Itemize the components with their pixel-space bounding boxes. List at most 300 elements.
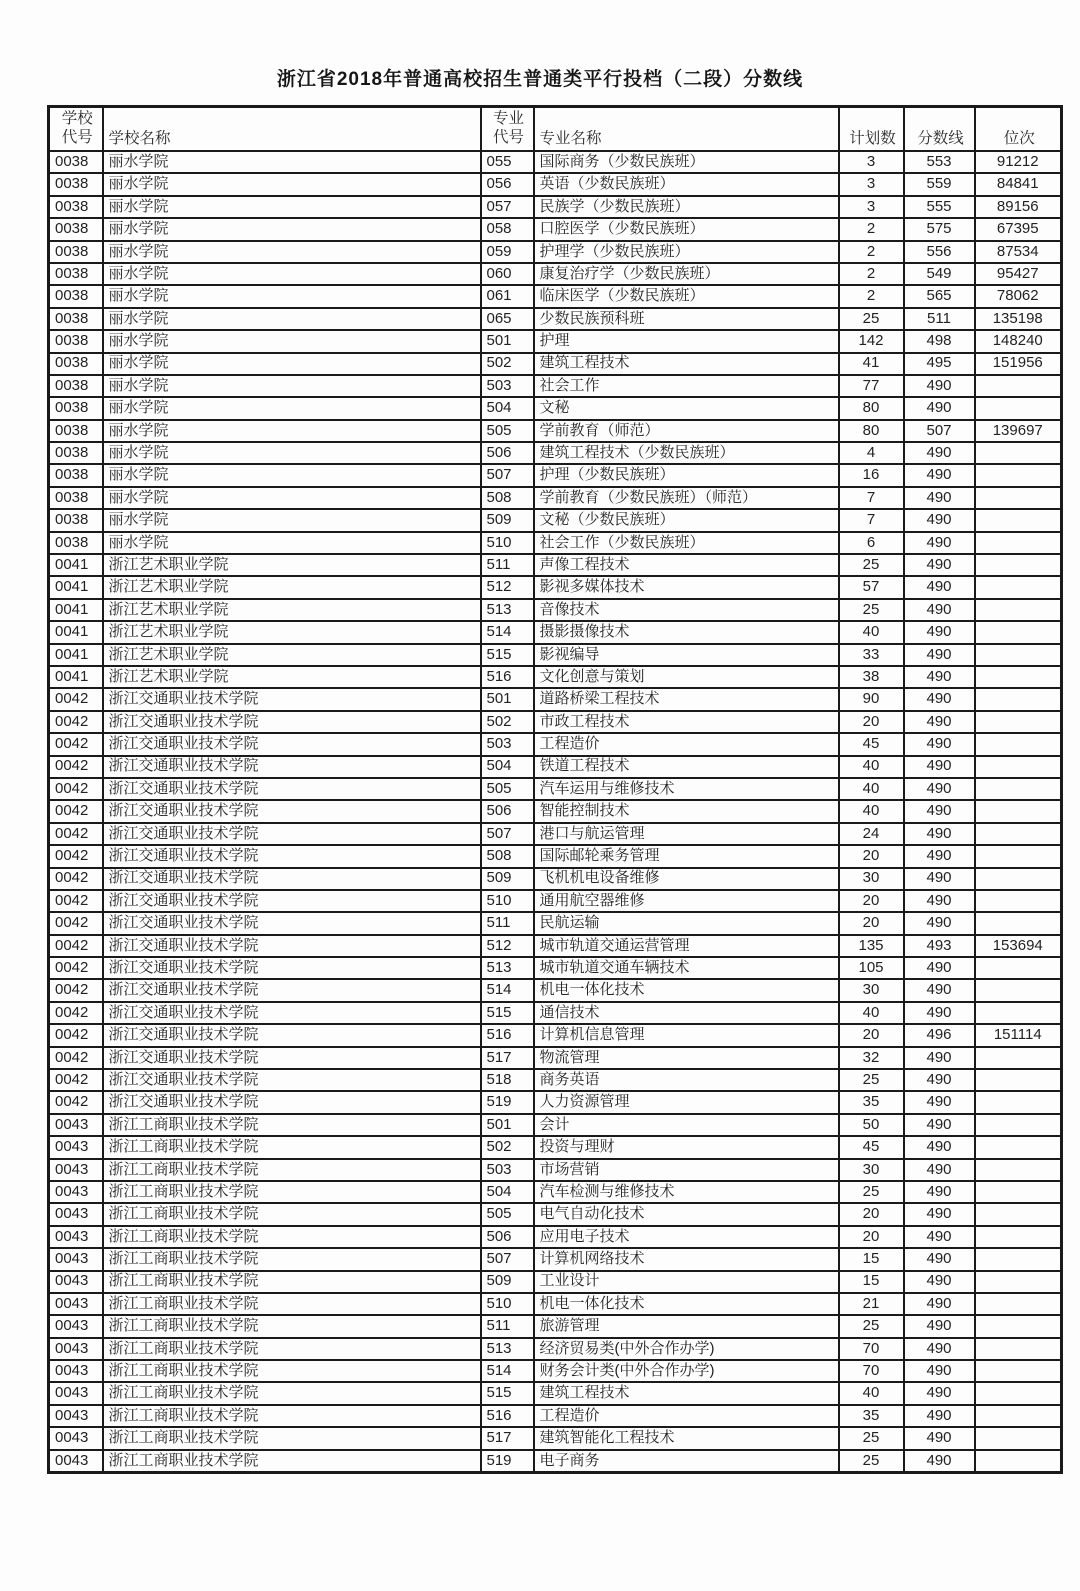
cell-school-code: 0042: [49, 688, 103, 710]
cell-plan-count: 40: [839, 1382, 904, 1404]
cell-school-name: 浙江艺术职业学院: [103, 599, 481, 621]
header-row: [49, 107, 1062, 152]
cell-rank: [975, 397, 1062, 419]
cell-rank: 89156: [975, 196, 1062, 218]
cell-school-name: 浙江工商职业技术学院: [103, 1405, 481, 1427]
cell-score-line: 490: [904, 1338, 975, 1360]
cell-major-code: 516: [481, 1024, 534, 1046]
cell-score-line: 490: [904, 666, 975, 688]
cell-rank: [975, 1338, 1062, 1360]
cell-score-line: 490: [904, 1360, 975, 1382]
cell-major-name: 社会工作（少数民族班）: [534, 532, 839, 554]
cell-rank: [975, 756, 1062, 778]
cell-rank: [975, 532, 1062, 554]
cell-score-line: 490: [904, 711, 975, 733]
cell-school-code: 0043: [49, 1114, 103, 1136]
cell-major-code: 502: [481, 1136, 534, 1158]
cell-major-name: 城市轨道交通车辆技术: [534, 957, 839, 979]
table-row: [49, 733, 1062, 755]
cell-major-name: 市场营销: [534, 1159, 839, 1181]
cell-rank: [975, 845, 1062, 867]
cell-major-name: 旅游管理: [534, 1315, 839, 1337]
cell-major-code: 512: [481, 576, 534, 598]
table-row: [49, 912, 1062, 934]
cell-school-code: 0042: [49, 1069, 103, 1091]
table-row: [49, 241, 1062, 263]
table-row: [49, 666, 1062, 688]
cell-score-line: 490: [904, 890, 975, 912]
cell-major-name: 少数民族预科班: [534, 308, 839, 330]
header-score-line: 分数线: [904, 107, 975, 152]
cell-score-line: 490: [904, 442, 975, 464]
cell-rank: [975, 1203, 1062, 1225]
cell-plan-count: 77: [839, 375, 904, 397]
cell-major-name: 市政工程技术: [534, 711, 839, 733]
table-row: [49, 554, 1062, 576]
cell-school-name: 浙江交通职业技术学院: [103, 1002, 481, 1024]
cell-score-line: 490: [904, 554, 975, 576]
cell-plan-count: 142: [839, 330, 904, 352]
table-row: [49, 532, 1062, 554]
cell-plan-count: 30: [839, 868, 904, 890]
cell-school-code: 0038: [49, 263, 103, 285]
cell-major-name: 电气自动化技术: [534, 1203, 839, 1225]
table-row: [49, 1024, 1062, 1046]
cell-score-line: 490: [904, 1091, 975, 1113]
cell-school-name: 浙江交通职业技术学院: [103, 912, 481, 934]
cell-school-code: 0043: [49, 1315, 103, 1337]
cell-score-line: 556: [904, 241, 975, 263]
cell-major-name: 口腔医学（少数民族班）: [534, 218, 839, 240]
cell-score-line: 490: [904, 800, 975, 822]
cell-rank: [975, 644, 1062, 666]
header-major-code-line1: 专业: [492, 110, 524, 127]
cell-major-name: 建筑工程技术: [534, 1382, 839, 1404]
cell-rank: [975, 1226, 1062, 1248]
cell-score-line: 490: [904, 778, 975, 800]
cell-school-code: 0043: [49, 1159, 103, 1181]
cell-score-line: 490: [904, 1047, 975, 1069]
table-row: [49, 1069, 1062, 1091]
cell-major-name: 铁道工程技术: [534, 756, 839, 778]
table-row: [49, 509, 1062, 531]
cell-major-code: 510: [481, 890, 534, 912]
cell-rank: [975, 800, 1062, 822]
page-title: 浙江省2018年普通高校招生普通类平行投档（二段）分数线: [276, 69, 804, 90]
cell-major-name: 国际邮轮乘务管理: [534, 845, 839, 867]
cell-major-name: 工程造价: [534, 1405, 839, 1427]
table-row: [49, 599, 1062, 621]
cell-school-code: 0042: [49, 912, 103, 934]
cell-plan-count: 40: [839, 621, 904, 643]
cell-plan-count: 15: [839, 1248, 904, 1270]
cell-plan-count: 6: [839, 532, 904, 554]
cell-plan-count: 20: [839, 1024, 904, 1046]
cell-major-code: 505: [481, 420, 534, 442]
cell-plan-count: 16: [839, 464, 904, 486]
cell-major-name: 国际商务（少数民族班）: [534, 151, 839, 173]
cell-school-code: 0041: [49, 621, 103, 643]
cell-major-code: 511: [481, 1315, 534, 1337]
cell-rank: [975, 1181, 1062, 1203]
table-row: [49, 823, 1062, 845]
cell-rank: [975, 868, 1062, 890]
cell-rank: [975, 666, 1062, 688]
cell-major-code: 513: [481, 957, 534, 979]
cell-score-line: 490: [904, 1248, 975, 1270]
cell-plan-count: 45: [839, 733, 904, 755]
cell-rank: [975, 1069, 1062, 1091]
cell-school-name: 浙江工商职业技术学院: [103, 1181, 481, 1203]
cell-rank: [975, 890, 1062, 912]
header-school-code: [49, 107, 103, 152]
table-row: [49, 1114, 1062, 1136]
cell-plan-count: 70: [839, 1360, 904, 1382]
cell-school-code: 0042: [49, 756, 103, 778]
cell-rank: [975, 1293, 1062, 1315]
cell-major-code: 511: [481, 554, 534, 576]
cell-school-name: 浙江交通职业技术学院: [103, 733, 481, 755]
table-row: [49, 688, 1062, 710]
cell-plan-count: 3: [839, 151, 904, 173]
cell-rank: 87534: [975, 241, 1062, 263]
cell-plan-count: 30: [839, 1159, 904, 1181]
cell-major-name: 应用电子技术: [534, 1226, 839, 1248]
cell-school-code: 0038: [49, 442, 103, 464]
cell-major-name: 音像技术: [534, 599, 839, 621]
cell-school-code: 0038: [49, 173, 103, 195]
cell-school-code: 0038: [49, 532, 103, 554]
cell-major-name: 建筑工程技术: [534, 353, 839, 375]
cell-major-name: 民族学（少数民族班）: [534, 196, 839, 218]
cell-plan-count: 70: [839, 1338, 904, 1360]
cell-school-code: 0042: [49, 823, 103, 845]
cell-rank: [975, 1114, 1062, 1136]
cell-plan-count: 2: [839, 285, 904, 307]
table-row: [49, 1293, 1062, 1315]
cell-rank: 67395: [975, 218, 1062, 240]
cell-plan-count: 40: [839, 1002, 904, 1024]
cell-score-line: 490: [904, 823, 975, 845]
table-row: [49, 756, 1062, 778]
cell-major-name: 文秘: [534, 397, 839, 419]
cell-score-line: 490: [904, 957, 975, 979]
cell-major-name: 电子商务: [534, 1450, 839, 1473]
table-row: [49, 263, 1062, 285]
cell-school-code: 0038: [49, 487, 103, 509]
cell-plan-count: 80: [839, 397, 904, 419]
cell-plan-count: 40: [839, 800, 904, 822]
cell-rank: 148240: [975, 330, 1062, 352]
cell-school-name: 丽水学院: [103, 173, 481, 195]
cell-major-name: 汽车运用与维修技术: [534, 778, 839, 800]
cell-school-code: 0042: [49, 778, 103, 800]
cell-score-line: 490: [904, 1226, 975, 1248]
cell-school-code: 0042: [49, 1024, 103, 1046]
cell-school-name: 浙江工商职业技术学院: [103, 1293, 481, 1315]
cell-school-code: 0038: [49, 464, 103, 486]
cell-plan-count: 35: [839, 1091, 904, 1113]
cell-school-name: 丽水学院: [103, 218, 481, 240]
cell-school-name: 浙江交通职业技术学院: [103, 845, 481, 867]
cell-school-name: 浙江交通职业技术学院: [103, 1091, 481, 1113]
table-row: [49, 464, 1062, 486]
cell-score-line: 490: [904, 375, 975, 397]
cell-school-name: 丽水学院: [103, 285, 481, 307]
cell-rank: 78062: [975, 285, 1062, 307]
cell-rank: 95427: [975, 263, 1062, 285]
cell-school-name: 浙江工商职业技术学院: [103, 1271, 481, 1293]
cell-school-name: 丽水学院: [103, 241, 481, 263]
cell-score-line: 553: [904, 151, 975, 173]
cell-school-name: 浙江艺术职业学院: [103, 644, 481, 666]
cell-major-name: 计算机信息管理: [534, 1024, 839, 1046]
cell-school-code: 0041: [49, 554, 103, 576]
header-major-code-line2: 代号: [492, 129, 524, 146]
cell-major-code: 515: [481, 1002, 534, 1024]
cell-major-name: 社会工作: [534, 375, 839, 397]
header-rank: 位次: [975, 107, 1062, 152]
cell-major-code: 503: [481, 1159, 534, 1181]
cell-plan-count: 3: [839, 196, 904, 218]
cell-score-line: 549: [904, 263, 975, 285]
cell-plan-count: 25: [839, 1181, 904, 1203]
table-row: [49, 285, 1062, 307]
cell-school-code: 0042: [49, 845, 103, 867]
table-row: [49, 487, 1062, 509]
cell-school-code: 0038: [49, 285, 103, 307]
cell-major-name: 财务会计类(中外合作办学): [534, 1360, 839, 1382]
cell-major-name: 影视多媒体技术: [534, 576, 839, 598]
table-row: [49, 1360, 1062, 1382]
table-row: [49, 353, 1062, 375]
header-major-name: 专业名称: [534, 107, 839, 152]
cell-score-line: 507: [904, 420, 975, 442]
cell-school-name: 浙江艺术职业学院: [103, 621, 481, 643]
cell-plan-count: 135: [839, 935, 904, 957]
cell-major-code: 517: [481, 1047, 534, 1069]
cell-major-code: 508: [481, 487, 534, 509]
cell-rank: 151114: [975, 1024, 1062, 1046]
cell-major-code: 501: [481, 688, 534, 710]
cell-rank: 135198: [975, 308, 1062, 330]
cell-school-name: 浙江工商职业技术学院: [103, 1203, 481, 1225]
cell-major-code: 065: [481, 308, 534, 330]
cell-rank: 84841: [975, 173, 1062, 195]
cell-school-code: 0038: [49, 397, 103, 419]
table-row: [49, 1226, 1062, 1248]
table-row: [49, 1338, 1062, 1360]
cell-rank: [975, 576, 1062, 598]
cell-plan-count: 21: [839, 1293, 904, 1315]
cell-school-code: 0042: [49, 890, 103, 912]
cell-score-line: 490: [904, 1203, 975, 1225]
cell-plan-count: 7: [839, 487, 904, 509]
cell-school-name: 丽水学院: [103, 532, 481, 554]
cell-score-line: 490: [904, 912, 975, 934]
table-row: [49, 330, 1062, 352]
cell-rank: [975, 464, 1062, 486]
cell-score-line: 490: [904, 1069, 975, 1091]
cell-major-code: 505: [481, 1203, 534, 1225]
cell-major-name: 会计: [534, 1114, 839, 1136]
cell-score-line: 490: [904, 644, 975, 666]
cell-major-name: 物流管理: [534, 1047, 839, 1069]
cell-major-code: 056: [481, 173, 534, 195]
cell-major-code: 504: [481, 1181, 534, 1203]
cell-school-name: 浙江交通职业技术学院: [103, 979, 481, 1001]
cell-major-code: 504: [481, 756, 534, 778]
cell-rank: [975, 487, 1062, 509]
cell-plan-count: 20: [839, 1203, 904, 1225]
cell-school-name: 浙江艺术职业学院: [103, 554, 481, 576]
cell-school-name: 浙江艺术职业学院: [103, 666, 481, 688]
cell-school-code: 0042: [49, 979, 103, 1001]
cell-rank: [975, 823, 1062, 845]
table-row: [49, 890, 1062, 912]
cell-major-code: 509: [481, 1271, 534, 1293]
cell-major-code: 507: [481, 464, 534, 486]
table-row: [49, 1047, 1062, 1069]
table-row: [49, 868, 1062, 890]
cell-score-line: 490: [904, 733, 975, 755]
cell-rank: [975, 711, 1062, 733]
table-row: [49, 151, 1062, 173]
cell-major-code: 501: [481, 1114, 534, 1136]
table-row: [49, 1136, 1062, 1158]
cell-school-name: 浙江工商职业技术学院: [103, 1382, 481, 1404]
table-row: [49, 218, 1062, 240]
cell-major-name: 护理学（少数民族班）: [534, 241, 839, 263]
cell-school-name: 浙江交通职业技术学院: [103, 800, 481, 822]
cell-school-code: 0038: [49, 196, 103, 218]
cell-major-code: 512: [481, 935, 534, 957]
cell-rank: [975, 1159, 1062, 1181]
cell-major-name: 民航运输: [534, 912, 839, 934]
cell-school-name: 浙江工商职业技术学院: [103, 1315, 481, 1337]
table-row: [49, 800, 1062, 822]
cell-rank: [975, 1248, 1062, 1270]
table-row: [49, 1271, 1062, 1293]
cell-rank: [975, 733, 1062, 755]
table-row: [49, 845, 1062, 867]
cell-school-name: 浙江工商职业技术学院: [103, 1114, 481, 1136]
cell-plan-count: 38: [839, 666, 904, 688]
cell-plan-count: 2: [839, 241, 904, 263]
cell-major-code: 501: [481, 330, 534, 352]
cell-school-name: 丽水学院: [103, 196, 481, 218]
cell-rank: [975, 1091, 1062, 1113]
cell-major-name: 影视编导: [534, 644, 839, 666]
cell-school-code: 0043: [49, 1203, 103, 1225]
cell-school-name: 丽水学院: [103, 487, 481, 509]
cell-school-code: 0042: [49, 800, 103, 822]
cell-major-code: 507: [481, 1248, 534, 1270]
cell-major-name: 建筑工程技术（少数民族班）: [534, 442, 839, 464]
cell-major-name: 飞机机电设备维修: [534, 868, 839, 890]
cell-school-code: 0043: [49, 1248, 103, 1270]
cell-major-code: 507: [481, 823, 534, 845]
cell-rank: [975, 1382, 1062, 1404]
cell-school-code: 0038: [49, 308, 103, 330]
cell-school-code: 0042: [49, 957, 103, 979]
cell-score-line: 490: [904, 979, 975, 1001]
cell-score-line: 490: [904, 532, 975, 554]
cell-score-line: 490: [904, 1114, 975, 1136]
cell-score-line: 490: [904, 397, 975, 419]
cell-score-line: 490: [904, 845, 975, 867]
cell-major-code: 514: [481, 621, 534, 643]
cell-school-code: 0038: [49, 353, 103, 375]
cell-school-code: 0043: [49, 1427, 103, 1449]
cell-school-name: 丽水学院: [103, 330, 481, 352]
cell-score-line: 490: [904, 868, 975, 890]
cell-score-line: 498: [904, 330, 975, 352]
cell-score-line: 490: [904, 464, 975, 486]
table-row: [49, 1405, 1062, 1427]
cell-rank: [975, 1427, 1062, 1449]
cell-rank: 151956: [975, 353, 1062, 375]
cell-school-name: 浙江工商职业技术学院: [103, 1159, 481, 1181]
cell-major-name: 通信技术: [534, 1002, 839, 1024]
cell-major-code: 058: [481, 218, 534, 240]
table-row: [49, 308, 1062, 330]
cell-plan-count: 20: [839, 912, 904, 934]
cell-major-code: 504: [481, 397, 534, 419]
cell-score-line: 490: [904, 1136, 975, 1158]
table-row: [49, 1091, 1062, 1113]
cell-rank: [975, 599, 1062, 621]
cell-score-line: 490: [904, 1159, 975, 1181]
cell-school-name: 丽水学院: [103, 263, 481, 285]
cell-major-name: 护理（少数民族班）: [534, 464, 839, 486]
cell-score-line: 490: [904, 1271, 975, 1293]
cell-school-name: 浙江工商职业技术学院: [103, 1136, 481, 1158]
cell-plan-count: 33: [839, 644, 904, 666]
table-row: [49, 173, 1062, 195]
header-school-code-line2: 代号: [61, 129, 93, 146]
cell-school-name: 丽水学院: [103, 397, 481, 419]
table-row: [49, 375, 1062, 397]
cell-plan-count: 25: [839, 554, 904, 576]
cell-score-line: 490: [904, 1450, 975, 1473]
cell-score-line: 490: [904, 621, 975, 643]
cell-plan-count: 57: [839, 576, 904, 598]
cell-major-name: 文秘（少数民族班）: [534, 509, 839, 531]
cell-school-name: 浙江交通职业技术学院: [103, 890, 481, 912]
cell-major-code: 503: [481, 375, 534, 397]
cell-major-name: 通用航空器维修: [534, 890, 839, 912]
cell-plan-count: 50: [839, 1114, 904, 1136]
cell-major-code: 057: [481, 196, 534, 218]
cell-major-code: 510: [481, 1293, 534, 1315]
cell-plan-count: 2: [839, 263, 904, 285]
cell-rank: [975, 442, 1062, 464]
cell-school-code: 0043: [49, 1226, 103, 1248]
cell-score-line: 490: [904, 509, 975, 531]
header-major-code: [481, 107, 534, 152]
cell-major-code: 514: [481, 1360, 534, 1382]
cell-school-code: 0042: [49, 868, 103, 890]
cell-school-name: 丽水学院: [103, 375, 481, 397]
table-row: [49, 576, 1062, 598]
cell-school-code: 0041: [49, 666, 103, 688]
cell-rank: [975, 375, 1062, 397]
table-row: [49, 1315, 1062, 1337]
cell-major-name: 城市轨道交通运营管理: [534, 935, 839, 957]
cell-major-code: 515: [481, 644, 534, 666]
cell-major-code: 510: [481, 532, 534, 554]
